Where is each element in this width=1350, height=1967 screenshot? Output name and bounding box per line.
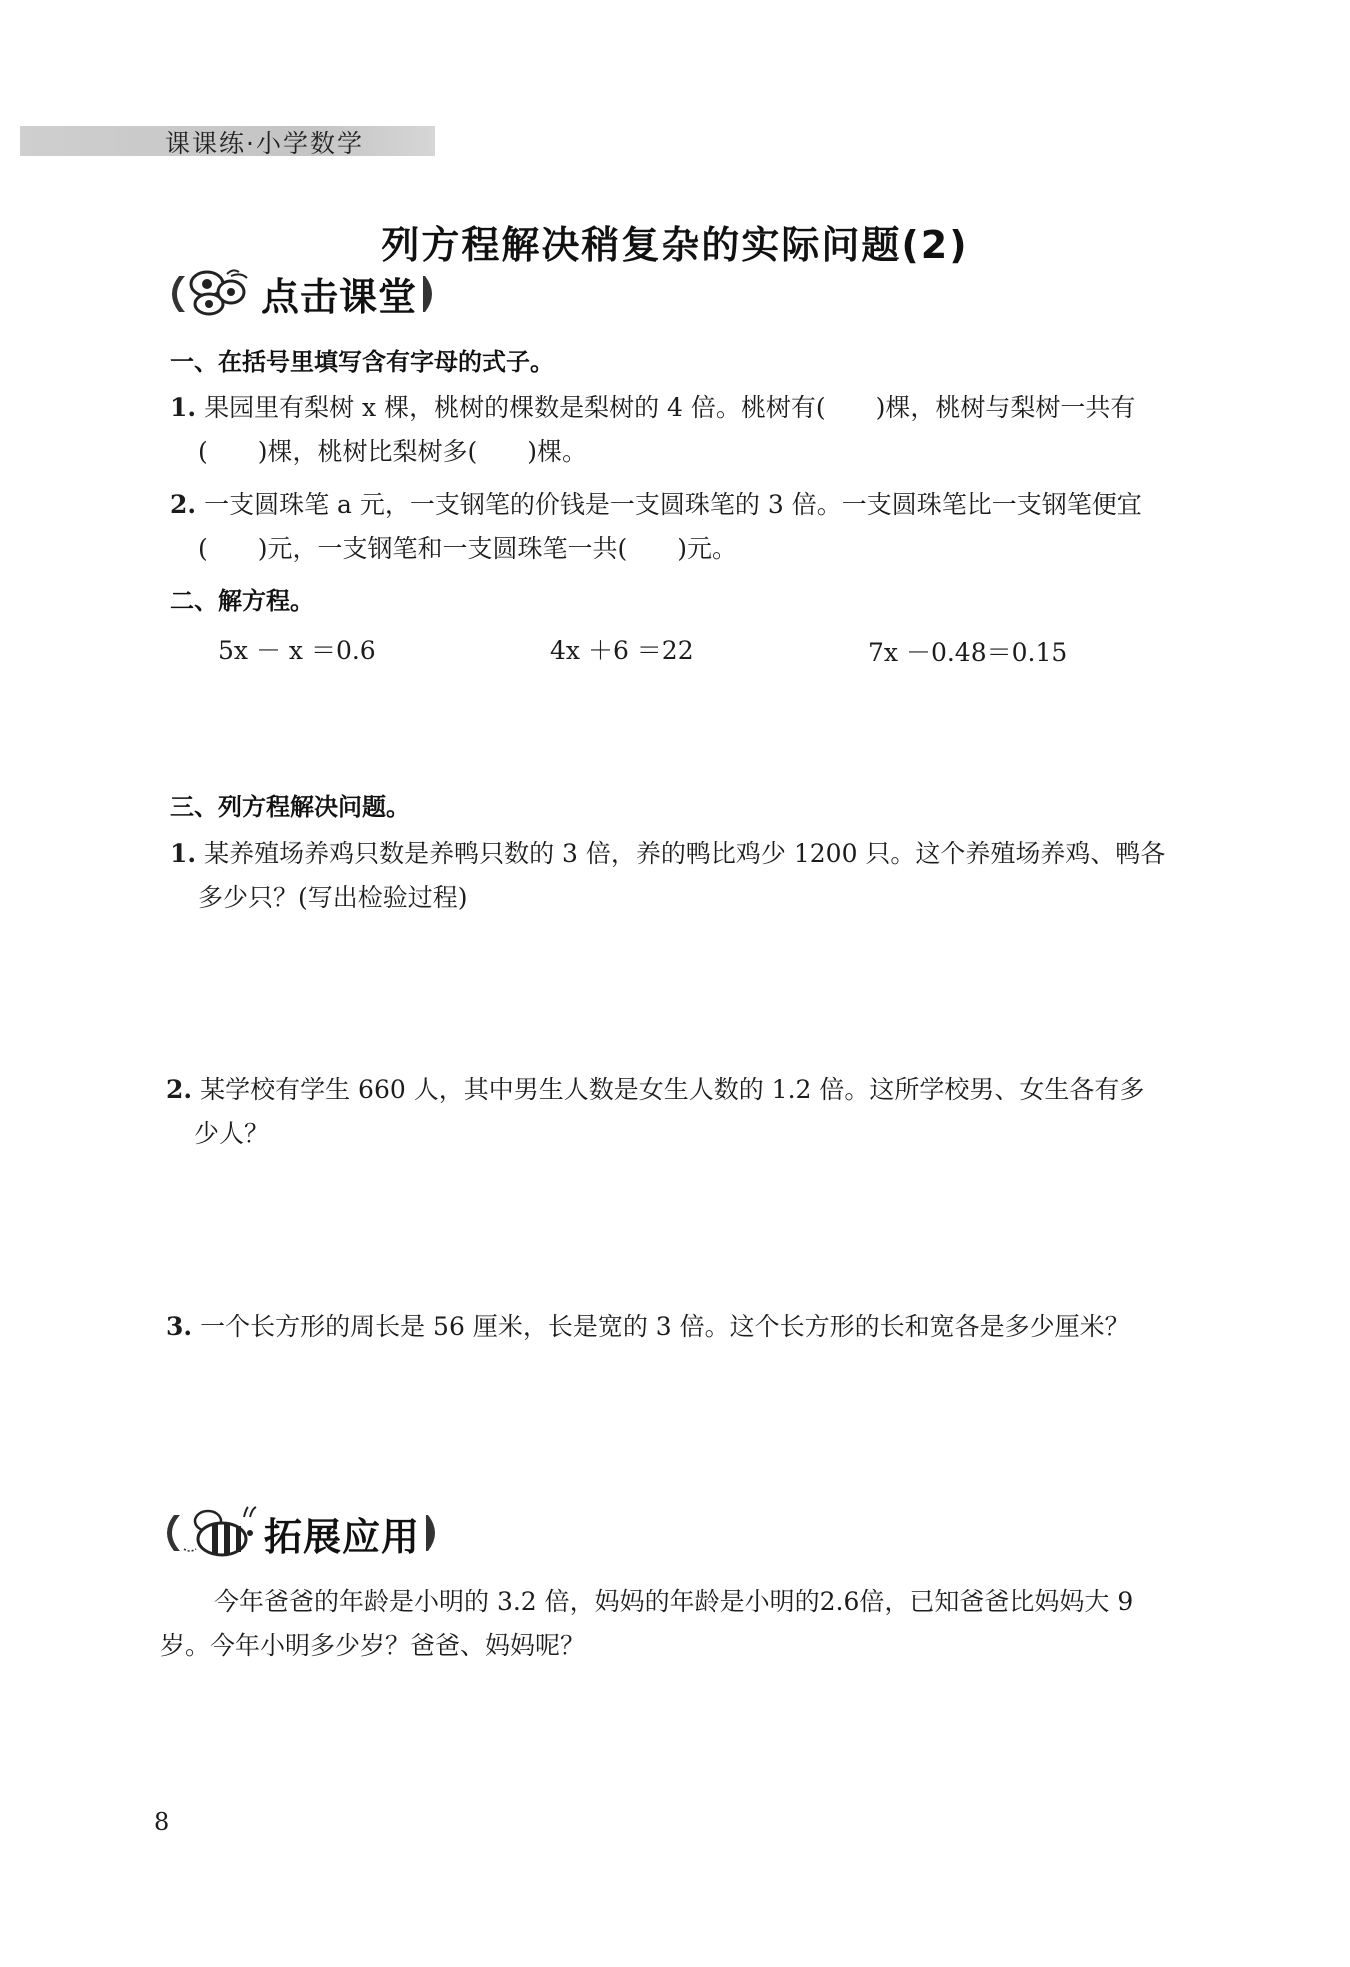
part1-q2-line2: ( )元，一支钢笔和一支圆珠笔一共( )元。 [198, 534, 738, 563]
header-book-title: 课课练·小学数学 [165, 129, 364, 158]
banner-extend [160, 1505, 444, 1561]
extend-line1: 今年爸爸的年龄是小明的 3.2 倍，妈妈的年龄是小明的2.6倍，已知爸爸比妈妈大 9 [214, 1587, 1134, 1616]
part3-q1-line2: 多少只？(写出检验过程) [198, 883, 468, 912]
part3-q1-text: 某养殖场养鸡只数是养鸭只数的 3 倍，养的鸭比鸡少 1200 只。这个养殖场养鸡、鸭各 [204, 839, 1166, 868]
part1-q1-line2: ( )棵，桃树比梨树多( )棵。 [198, 437, 588, 466]
part3-q1-number: 1. [170, 839, 197, 868]
part3-q3-text: 一个长方形的周长是 56 厘米，长是宽的 3 倍。这个长方形的长和宽各是多少厘米？ [200, 1312, 1130, 1341]
part3-q3-line1 [166, 1305, 1130, 1349]
part1-q2-line1 [170, 483, 1142, 527]
part3-q2-line2: 少人？ [194, 1119, 270, 1148]
banner-left-cap-icon [165, 272, 187, 316]
equation-1: 5x － x ＝0.6 [218, 636, 376, 665]
banner-class [165, 266, 441, 321]
equation-3: 7x －0.48＝0.15 [868, 638, 1068, 667]
part3-q2-text: 某学校有学生 660 人，其中男生人数是女生人数的 1.2 倍。这所学校男、女生各有多 [200, 1075, 1145, 1104]
part3-q2-line1 [166, 1068, 1144, 1112]
page-number: 8 [154, 1808, 170, 1836]
page-title: 列方程解决稍复杂的实际问题(2) [381, 223, 969, 267]
part3-q2-number: 2. [166, 1075, 193, 1104]
part1-q1-line1 [170, 386, 1135, 430]
banner-right-cap-icon [426, 1511, 444, 1555]
part1-q1-number: 1. [170, 393, 197, 422]
part2-heading: 二、解方程。 [170, 587, 314, 615]
part3-q1-line1 [170, 832, 1165, 876]
banner-class-label: 点击课堂 [261, 275, 418, 319]
part1-heading: 一、在括号里填写含有字母的式子。 [170, 348, 554, 376]
extend-line2: 岁。今年小明多少岁？爸爸、妈妈呢？ [160, 1631, 586, 1660]
part1-q2-number: 2. [170, 490, 197, 519]
part3-q3-number: 3. [166, 1312, 193, 1341]
part1-q2-text: 一支圆珠笔 a 元，一支钢笔的价钱是一支圆珠笔的 3 倍。一支圆珠笔比一支钢笔便宜 [204, 490, 1142, 519]
part1-q1-text: 果园里有梨树 x 棵，桃树的棵数是梨树的 4 倍。桃树有( )棵，桃树与梨树一共有 [204, 393, 1136, 422]
bee-icon [182, 1505, 260, 1561]
part3-heading: 三、列方程解决问题。 [170, 793, 410, 821]
equation-2: 4x ＋6 ＝22 [550, 636, 694, 665]
banner-right-cap-icon [423, 272, 441, 316]
banner-extend-label: 拓展应用 [264, 1514, 421, 1559]
banner-left-cap-icon [160, 1511, 182, 1555]
butterfly-icon [187, 268, 257, 320]
